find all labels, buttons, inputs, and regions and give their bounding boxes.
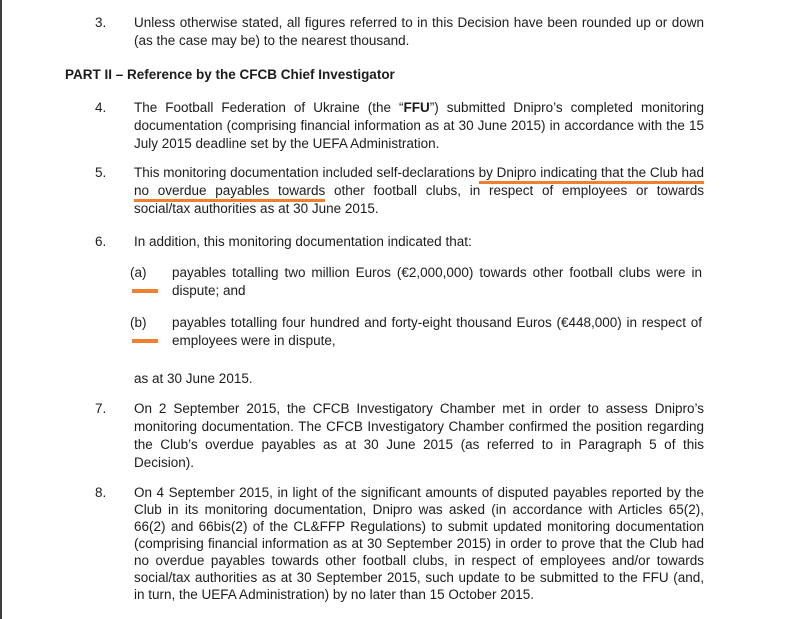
paragraph-4-text-pre: The Football Federation of Ukraine (the “: [134, 100, 404, 115]
paragraph-6: [95, 233, 704, 251]
paragraph-3: [95, 14, 704, 50]
paragraph-8-text: On 4 September 2015, in light of the significant amounts of disputed payables reported by the Club in its monitoring documentation, Dnipro was asked (in accordance with Articles 65(2), 66(2) and 66bis(2) of the CL&FFP Regulations) to submit updated monitoring documentation (comprising financial information as at 30 September 2015) in order to prove that the Club had no overdue payables towards other football clubs, in respect of employees and/or towards social/tax authorities as at 30 September 2015, such update to be submitted to the FFU (and, in turn, the UEFA Administration) by no later than 15 October 2015.: [134, 485, 704, 602]
paragraph-7-text: On 2 September 2015, the CFCB Investigatory Chamber met in order to assess Dnipro’s monitoring documentation. The CFCB Investigatory Chamber confirmed the position regarding the Club’s overdue payables as at 30 June 2015 (as referred to in Paragraph 5 of this Decision).: [134, 401, 704, 470]
list-item-a: [130, 264, 702, 300]
paragraph-7-number: 7.: [95, 401, 107, 416]
paragraph-5: [95, 164, 704, 218]
orange-annotation-mark-a: [132, 289, 158, 293]
paragraph-6-number: 6.: [95, 234, 107, 249]
paragraph-4-bold-ffu: FFU: [403, 100, 430, 115]
part-ii-heading: PART II – Reference by the CFCB Chief Investigator: [65, 67, 395, 82]
list-closing-line: as at 30 June 2015.: [134, 371, 253, 386]
paragraph-3-number: 3.: [95, 15, 107, 30]
paragraph-4-number: 4.: [95, 100, 107, 115]
paragraph-4-text-post: ”) submitted Dnipro’s completed monitoring documentation (comprising financial information as at 30 June 2015) in accordance with the 15 July 2015 deadline set by the UEFA Administration.: [134, 100, 704, 151]
list-item-b-marker: (b): [130, 315, 147, 330]
paragraph-6-text: In addition, this monitoring documentation indicated that:: [134, 234, 472, 249]
paragraph-8: [95, 484, 704, 603]
list-item-a-text: payables totalling two million Euros (€2,000,000) towards other football clubs were in dispute; and: [172, 265, 702, 298]
paragraph-8-number: 8.: [95, 485, 107, 500]
paragraph-4: [95, 99, 704, 153]
paragraph-5-text-post: other football clubs, in respect of employees or towards social/tax authorities as at 30 June 2015.: [134, 183, 704, 216]
list-item-b-text: payables totalling four hundred and forty-eight thousand Euros (€448,000) in respect of employees were in dispute,: [172, 315, 702, 348]
list-item-a-marker: (a): [130, 265, 147, 280]
paragraph-7: [95, 400, 704, 472]
list-item-b: [130, 314, 702, 350]
paragraph-5-number: 5.: [95, 165, 107, 180]
paragraph-3-text: Unless otherwise stated, all figures referred to in this Decision have been rounded up or down (as the case may be) to the nearest thousand.: [134, 15, 704, 48]
paragraph-5-text-pre: This monitoring documentation included self-declarations: [134, 165, 479, 180]
orange-annotation-mark-b: [132, 339, 158, 343]
paragraph-5-orange-underlined-text: by Dnipro indicating that the Club had no overdue payables towards: [134, 165, 704, 202]
